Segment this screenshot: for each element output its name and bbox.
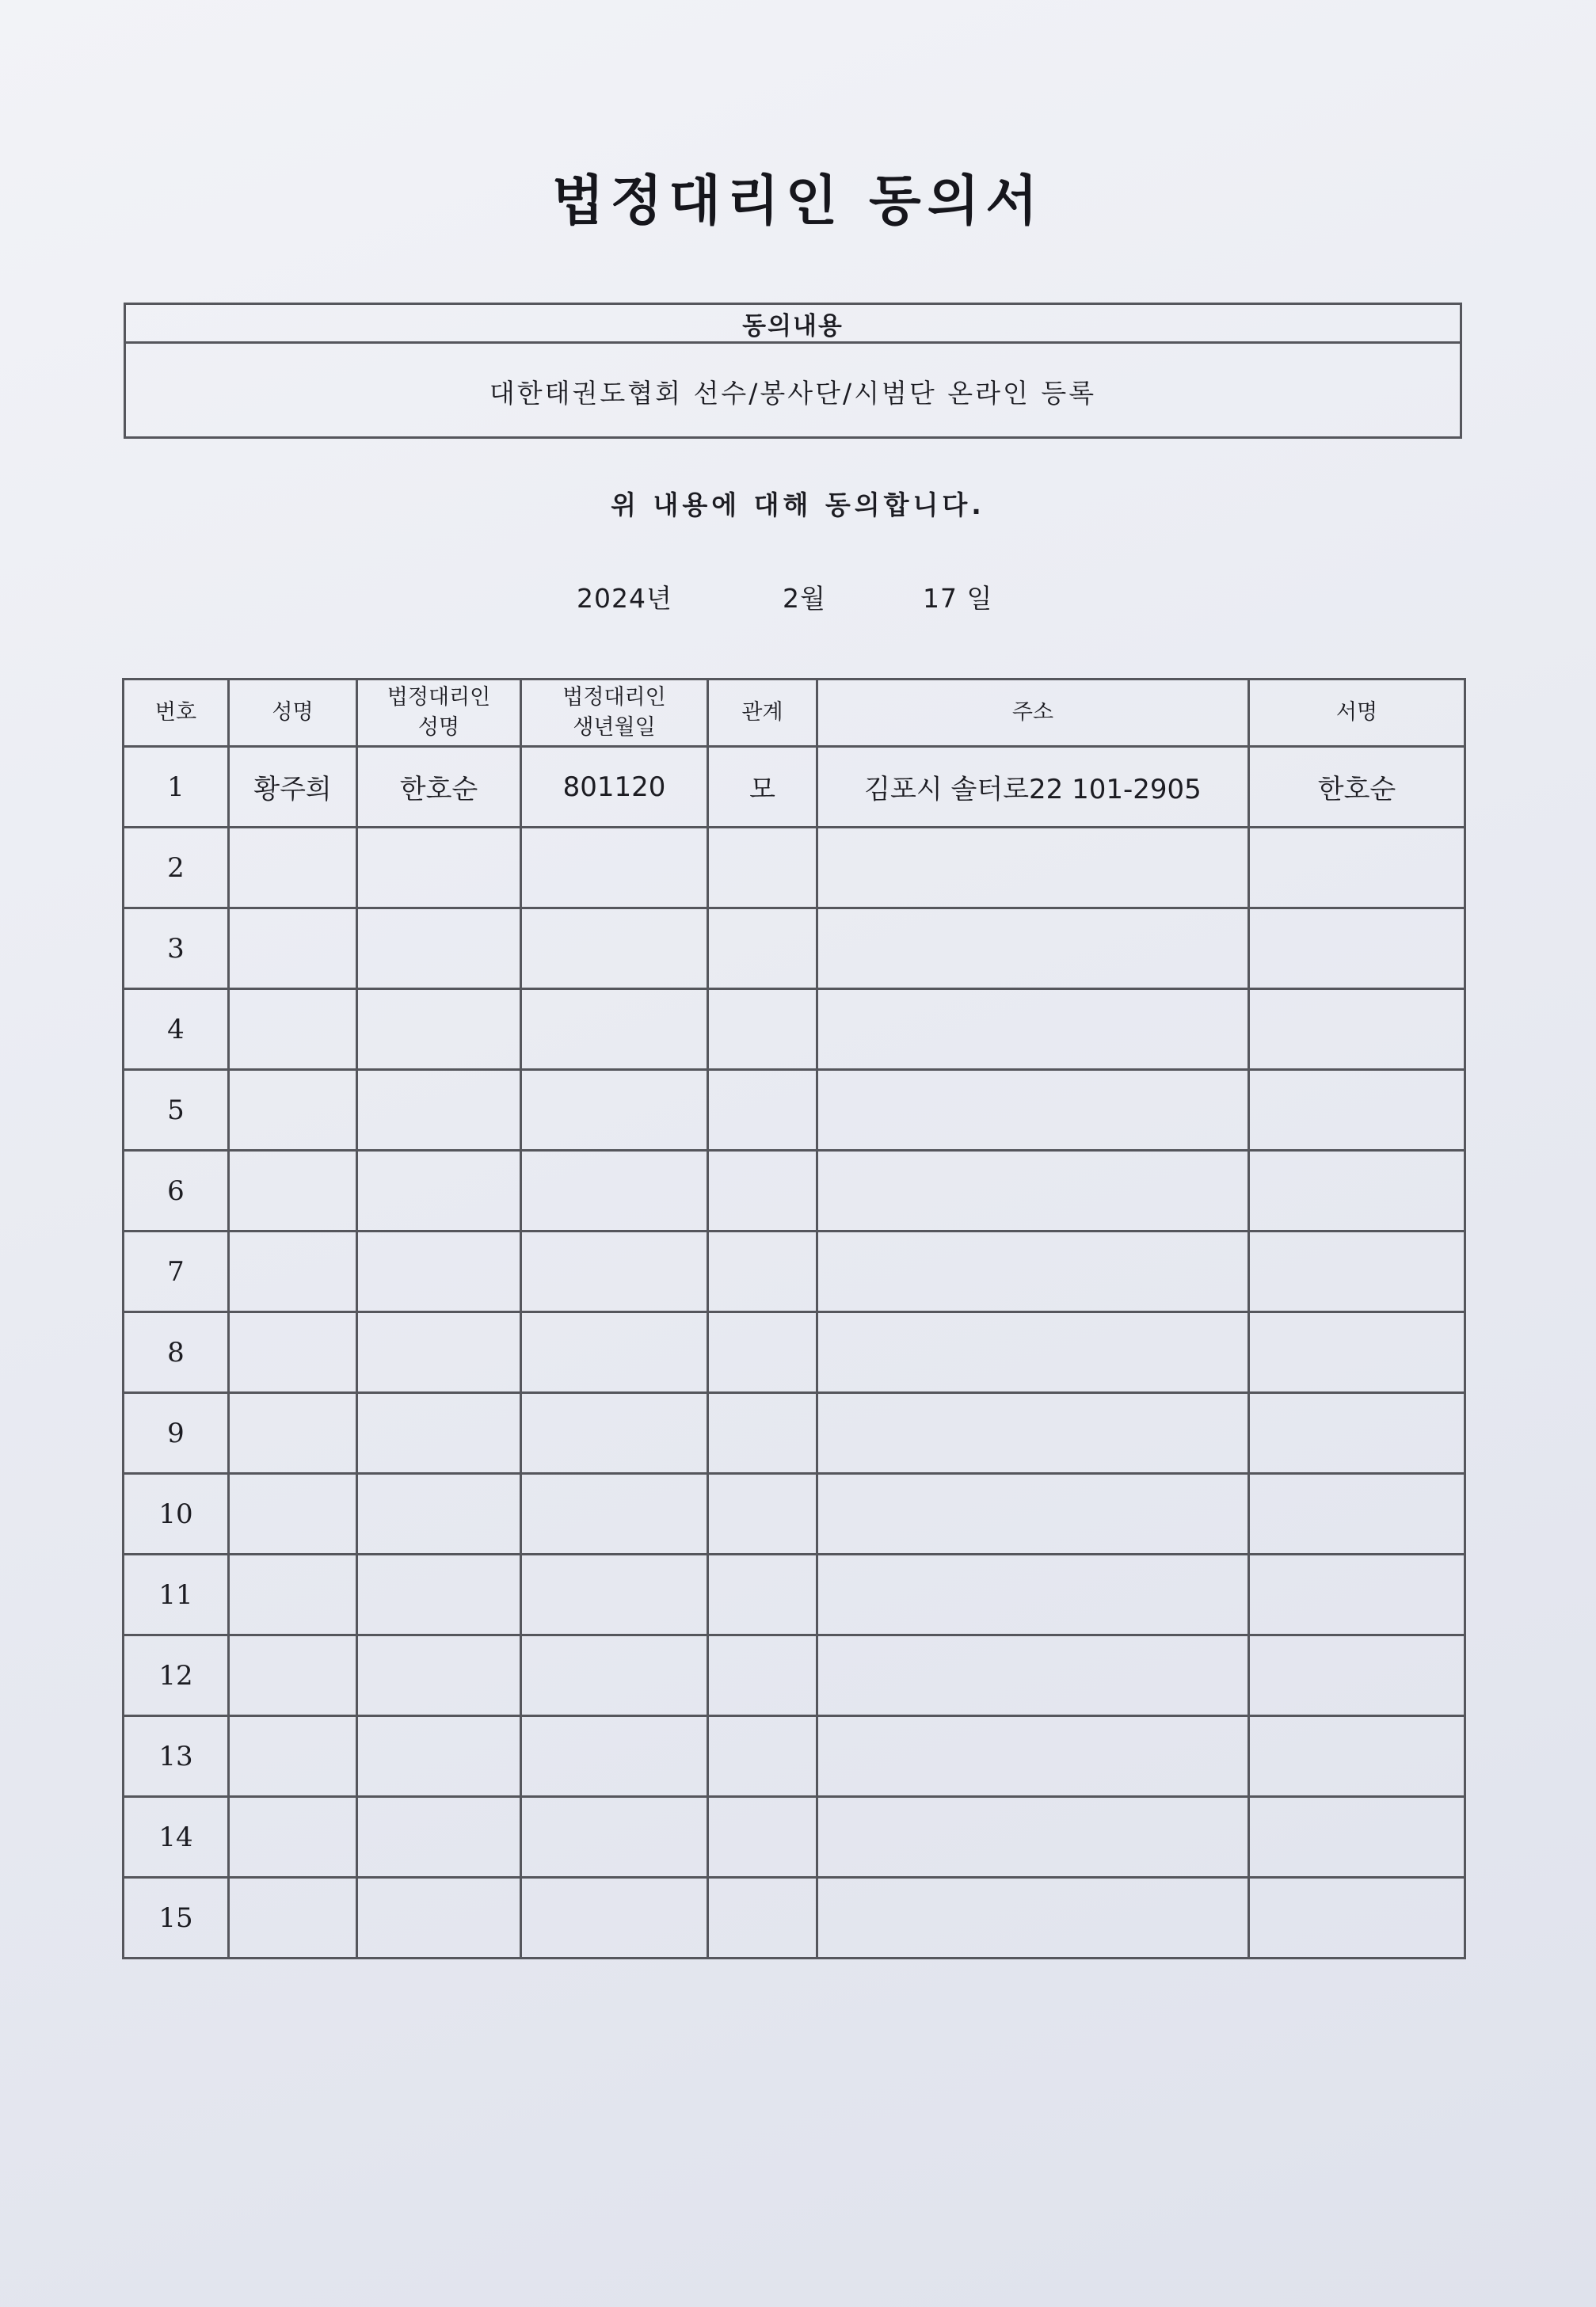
cell-relation bbox=[708, 1474, 817, 1555]
cell-signature bbox=[1249, 908, 1465, 989]
cell-signature bbox=[1249, 1878, 1465, 1959]
cell-guardian-birth bbox=[521, 1635, 708, 1716]
date-year: 2024년 bbox=[577, 583, 672, 614]
cell-relation bbox=[708, 1555, 817, 1635]
header-address: 주소 bbox=[817, 680, 1249, 747]
cell-guardian-birth bbox=[521, 989, 708, 1070]
cell-no: 8 bbox=[124, 1312, 229, 1393]
cell-address bbox=[817, 908, 1249, 989]
cell-guardian-name bbox=[357, 1555, 521, 1635]
cell-signature bbox=[1249, 1635, 1465, 1716]
cell-relation bbox=[708, 1635, 817, 1716]
cell-guardian-birth bbox=[521, 908, 708, 989]
cell-guardian-name bbox=[357, 1797, 521, 1878]
header-name: 성명 bbox=[229, 680, 357, 747]
cell-signature bbox=[1249, 1232, 1465, 1312]
cell-relation bbox=[708, 1393, 817, 1474]
table-row bbox=[124, 828, 1465, 908]
table-row bbox=[124, 1797, 1465, 1878]
cell-guardian-birth bbox=[521, 1716, 708, 1797]
cell-guardian-birth bbox=[521, 1393, 708, 1474]
cell-signature: 한호순 bbox=[1249, 747, 1465, 828]
cell-no: 6 bbox=[124, 1151, 229, 1232]
cell-no: 4 bbox=[124, 989, 229, 1070]
table-row bbox=[124, 908, 1465, 989]
cell-name bbox=[229, 828, 357, 908]
cell-no: 13 bbox=[124, 1716, 229, 1797]
consent-content: 대한태권도협회 선수/봉사단/시범단 온라인 등록 bbox=[489, 377, 1097, 409]
cell-name bbox=[229, 1635, 357, 1716]
cell-relation bbox=[708, 1797, 817, 1878]
cell-guardian-name bbox=[357, 828, 521, 908]
cell-relation bbox=[708, 1878, 817, 1959]
cell-address bbox=[817, 1797, 1249, 1878]
cell-name bbox=[229, 1555, 357, 1635]
cell-guardian-birth bbox=[521, 1312, 708, 1393]
header-guardian-name-line1: 법정대리인 bbox=[387, 685, 491, 710]
cell-address bbox=[817, 1716, 1249, 1797]
cell-no: 3 bbox=[124, 908, 229, 989]
page-title: 법정대리인 동의서 bbox=[551, 170, 1045, 233]
cell-no: 9 bbox=[124, 1393, 229, 1474]
cell-guardian-name bbox=[357, 1151, 521, 1232]
cell-signature bbox=[1249, 1797, 1465, 1878]
cell-no: 15 bbox=[124, 1878, 229, 1959]
cell-address bbox=[817, 1474, 1249, 1555]
cell-relation bbox=[708, 1151, 817, 1232]
cell-address bbox=[817, 1393, 1249, 1474]
cell-guardian-birth bbox=[521, 1797, 708, 1878]
cell-relation bbox=[708, 1232, 817, 1312]
date-month: 2월 bbox=[783, 583, 826, 614]
cell-guardian-name: 한호순 bbox=[357, 747, 521, 828]
cell-guardian-name bbox=[357, 1393, 521, 1474]
table-row bbox=[124, 1393, 1465, 1474]
table-row bbox=[124, 1474, 1465, 1555]
cell-no: 11 bbox=[124, 1555, 229, 1635]
cell-no: 1 bbox=[124, 747, 229, 828]
table-row bbox=[124, 1151, 1465, 1232]
table-row bbox=[124, 1070, 1465, 1151]
cell-relation bbox=[708, 1312, 817, 1393]
cell-guardian-name bbox=[357, 908, 521, 989]
cell-signature bbox=[1249, 1716, 1465, 1797]
cell-signature bbox=[1249, 1151, 1465, 1232]
agreement-statement: 위 내용에 대해 동의합니다. bbox=[611, 489, 985, 520]
table-row bbox=[124, 747, 1465, 828]
date-day: 17 일 bbox=[923, 583, 993, 614]
cell-guardian-birth bbox=[521, 1070, 708, 1151]
cell-address bbox=[817, 1151, 1249, 1232]
cell-name bbox=[229, 1716, 357, 1797]
cell-guardian-name bbox=[357, 1716, 521, 1797]
cell-relation: 모 bbox=[708, 747, 817, 828]
cell-signature bbox=[1249, 828, 1465, 908]
cell-address bbox=[817, 1635, 1249, 1716]
cell-address bbox=[817, 1878, 1249, 1959]
cell-address bbox=[817, 1070, 1249, 1151]
cell-guardian-name bbox=[357, 1635, 521, 1716]
cell-name bbox=[229, 1232, 357, 1312]
header-guardian-birth-line1: 법정대리인 bbox=[562, 685, 666, 710]
table-row bbox=[124, 1232, 1465, 1312]
cell-relation bbox=[708, 989, 817, 1070]
cell-signature bbox=[1249, 1555, 1465, 1635]
cell-relation bbox=[708, 828, 817, 908]
cell-signature bbox=[1249, 1312, 1465, 1393]
cell-guardian-birth bbox=[521, 1474, 708, 1555]
cell-relation bbox=[708, 1716, 817, 1797]
cell-address bbox=[817, 989, 1249, 1070]
cell-name bbox=[229, 908, 357, 989]
cell-guardian-birth bbox=[521, 1878, 708, 1959]
header-guardian-birth bbox=[521, 680, 708, 747]
cell-no: 10 bbox=[124, 1474, 229, 1555]
cell-guardian-name bbox=[357, 1878, 521, 1959]
cell-no: 5 bbox=[124, 1070, 229, 1151]
cell-name bbox=[229, 1797, 357, 1878]
cell-address: 김포시 솔터로22 101-2905 bbox=[817, 747, 1249, 828]
cell-address bbox=[817, 1232, 1249, 1312]
cell-signature bbox=[1249, 1070, 1465, 1151]
cell-guardian-name bbox=[357, 1312, 521, 1393]
guardian-roster-table bbox=[122, 678, 1466, 1959]
cell-guardian-birth bbox=[521, 1555, 708, 1635]
cell-no: 7 bbox=[124, 1232, 229, 1312]
consent-header: 동의내용 bbox=[126, 305, 1460, 344]
table-row bbox=[124, 989, 1465, 1070]
cell-guardian-name bbox=[357, 989, 521, 1070]
table-header-row bbox=[124, 680, 1465, 747]
header-guardian-name bbox=[357, 680, 521, 747]
header-guardian-birth-line2: 생년월일 bbox=[573, 715, 656, 740]
cell-name bbox=[229, 1070, 357, 1151]
cell-relation bbox=[708, 908, 817, 989]
cell-guardian-birth bbox=[521, 828, 708, 908]
cell-relation bbox=[708, 1070, 817, 1151]
cell-guardian-birth bbox=[521, 1151, 708, 1232]
cell-no: 2 bbox=[124, 828, 229, 908]
consent-box bbox=[124, 303, 1462, 439]
cell-no: 14 bbox=[124, 1797, 229, 1878]
table-row bbox=[124, 1878, 1465, 1959]
table-row bbox=[124, 1716, 1465, 1797]
cell-guardian-name bbox=[357, 1070, 521, 1151]
cell-no: 12 bbox=[124, 1635, 229, 1716]
cell-name bbox=[229, 1474, 357, 1555]
cell-guardian-name bbox=[357, 1474, 521, 1555]
header-relation: 관계 bbox=[708, 680, 817, 747]
cell-signature bbox=[1249, 989, 1465, 1070]
header-guardian-name-line2: 성명 bbox=[417, 715, 460, 740]
cell-address bbox=[817, 1312, 1249, 1393]
table-row bbox=[124, 1555, 1465, 1635]
header-signature: 서명 bbox=[1249, 680, 1465, 747]
cell-guardian-birth bbox=[521, 1232, 708, 1312]
cell-name bbox=[229, 1878, 357, 1959]
table-row bbox=[124, 1312, 1465, 1393]
table-row bbox=[124, 1635, 1465, 1716]
cell-name bbox=[229, 1151, 357, 1232]
cell-guardian-name bbox=[357, 1232, 521, 1312]
cell-address bbox=[817, 828, 1249, 908]
cell-signature bbox=[1249, 1393, 1465, 1474]
cell-signature bbox=[1249, 1474, 1465, 1555]
header-no: 번호 bbox=[124, 680, 229, 747]
cell-guardian-birth: 801120 bbox=[521, 747, 708, 828]
cell-name bbox=[229, 1393, 357, 1474]
cell-name bbox=[229, 1312, 357, 1393]
cell-address bbox=[817, 1555, 1249, 1635]
cell-name: 황주희 bbox=[229, 747, 357, 828]
cell-name bbox=[229, 989, 357, 1070]
